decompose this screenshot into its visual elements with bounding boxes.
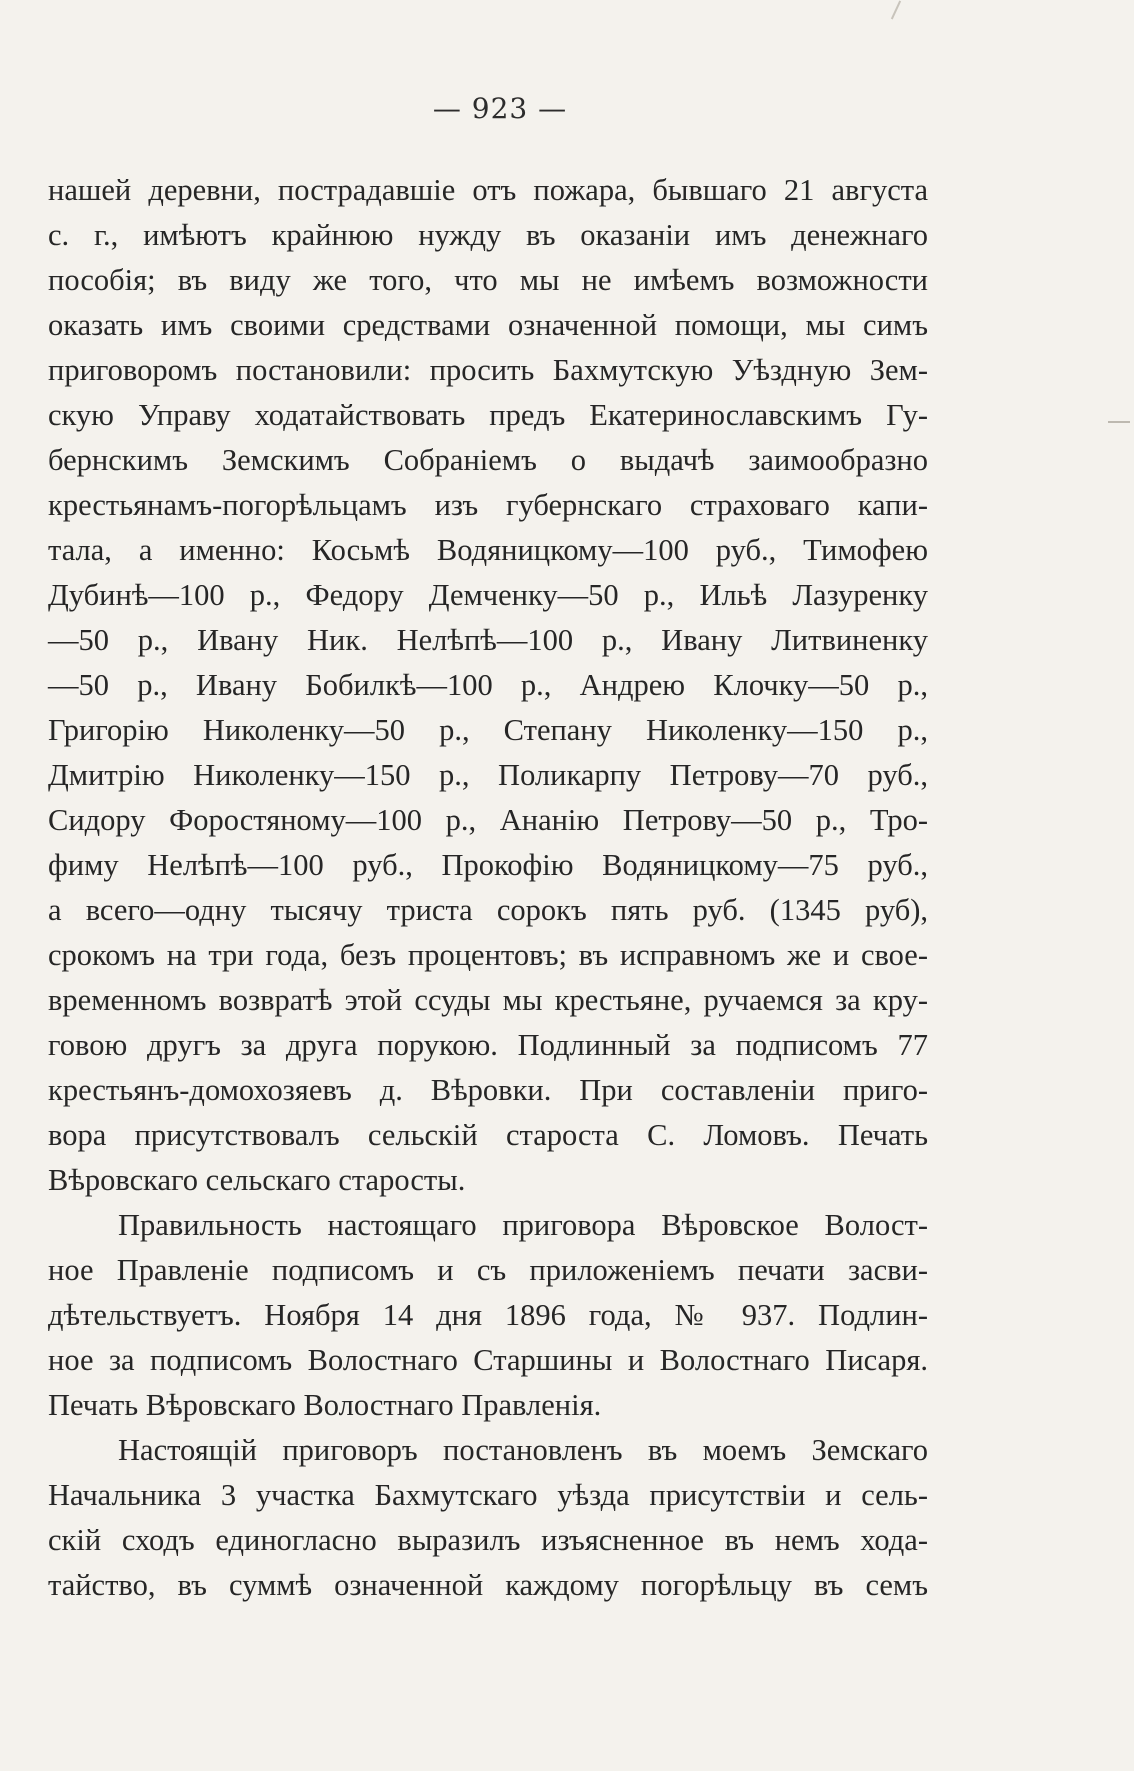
text-line: крестьянамъ-погорѣльцамъ изъ губернскаго страховаго капи- xyxy=(48,488,928,522)
text-line: Дубинѣ—100 р., Федору Демченку—50 р., Ильѣ Лазуренку xyxy=(48,578,928,612)
text-line: бернскимъ Земскимъ Собраніемъ о выдачѣ заимообразно xyxy=(48,443,928,477)
text-line: дѣтельствуетъ. Ноября 14 дня 1896 года, № 937. Подлин- xyxy=(48,1298,928,1332)
text-line: ное Правленіе подписомъ и съ приложеніемъ печати засви- xyxy=(48,1253,928,1287)
text-line: а всего—одну тысячу триста сорокъ пять руб. (1345 руб), xyxy=(48,893,928,927)
scan-mark xyxy=(891,1,901,20)
text-line: пособія; въ виду же того, что мы не имѣемъ возможности xyxy=(48,263,928,297)
margin-mark xyxy=(1108,421,1130,423)
text-line: ное за подписомъ Волостнаго Старшины и Волостнаго Писаря. xyxy=(48,1343,928,1377)
text-line: Начальника 3 участка Бахмутскаго уѣзда присутствіи и сель- xyxy=(48,1478,928,1512)
text-line: тайство, въ суммѣ означенной каждому погорѣльцу въ семъ xyxy=(48,1568,928,1602)
text-line: Григорію Николенку—50 р., Степану Николенку—150 р., xyxy=(48,713,928,747)
text-line: скую Управу ходатайствовать предъ Екатеринославскимъ Гу- xyxy=(48,398,928,432)
text-line: оказать имъ своими средствами означенной помощи, мы симъ xyxy=(48,308,928,342)
text-line: крестьянъ-домохозяевъ д. Вѣровки. При составленіи приго- xyxy=(48,1073,928,1107)
text-line: тала, а именно: Косьмѣ Водяницкому—100 руб., Тимофею xyxy=(48,533,928,567)
text-line: Вѣровскаго сельскаго старосты. xyxy=(48,1163,466,1197)
text-line: Настоящій приговоръ постановленъ въ моемъ Земскаго xyxy=(118,1433,928,1467)
text-line: с. г., имѣютъ крайнюю нужду въ оказаніи имъ денежнаго xyxy=(48,218,928,252)
text-line: нашей деревни, пострадавшіе отъ пожара, бывшаго 21 августа xyxy=(48,173,928,207)
text-line: Сидору Форостяному—100 р., Ананію Петрову—50 р., Тро- xyxy=(48,803,928,837)
text-line: —50 р., Ивану Ник. Нелѣпѣ—100 р., Ивану Литвиненку xyxy=(48,623,928,657)
body-text xyxy=(48,168,928,1608)
text-line: приговоромъ постановили: просить Бахмутскую Уѣздную Зем- xyxy=(48,353,928,387)
text-line: вора присутствовалъ сельскій староста С. Ломовъ. Печать xyxy=(48,1118,928,1152)
text-line: временномъ возвратѣ этой ссуды мы крестьяне, ручаемся за кру- xyxy=(48,983,928,1017)
text-line: Дмитрію Николенку—150 р., Поликарпу Петрову—70 руб., xyxy=(48,758,928,792)
text-line: фиму Нелѣпѣ—100 руб., Прокофію Водяницкому—75 руб., xyxy=(48,848,928,882)
text-line: говою другъ за друга порукою. Подлинный за подписомъ 77 xyxy=(48,1028,928,1062)
text-line: Печать Вѣровскаго Волостнаго Правленія. xyxy=(48,1388,602,1422)
text-line: Правильность настоящаго приговора Вѣровское Волост- xyxy=(118,1208,928,1242)
page-number: — 923 — xyxy=(432,92,568,125)
text-line: —50 р., Ивану Бобилкѣ—100 р., Андрею Клочку—50 р., xyxy=(48,668,928,702)
text-line: скій сходъ единогласно выразилъ изъясненное въ немъ хода- xyxy=(48,1523,928,1557)
text-line: срокомъ на три года, безъ процентовъ; въ исправномъ же и свое- xyxy=(48,938,928,972)
